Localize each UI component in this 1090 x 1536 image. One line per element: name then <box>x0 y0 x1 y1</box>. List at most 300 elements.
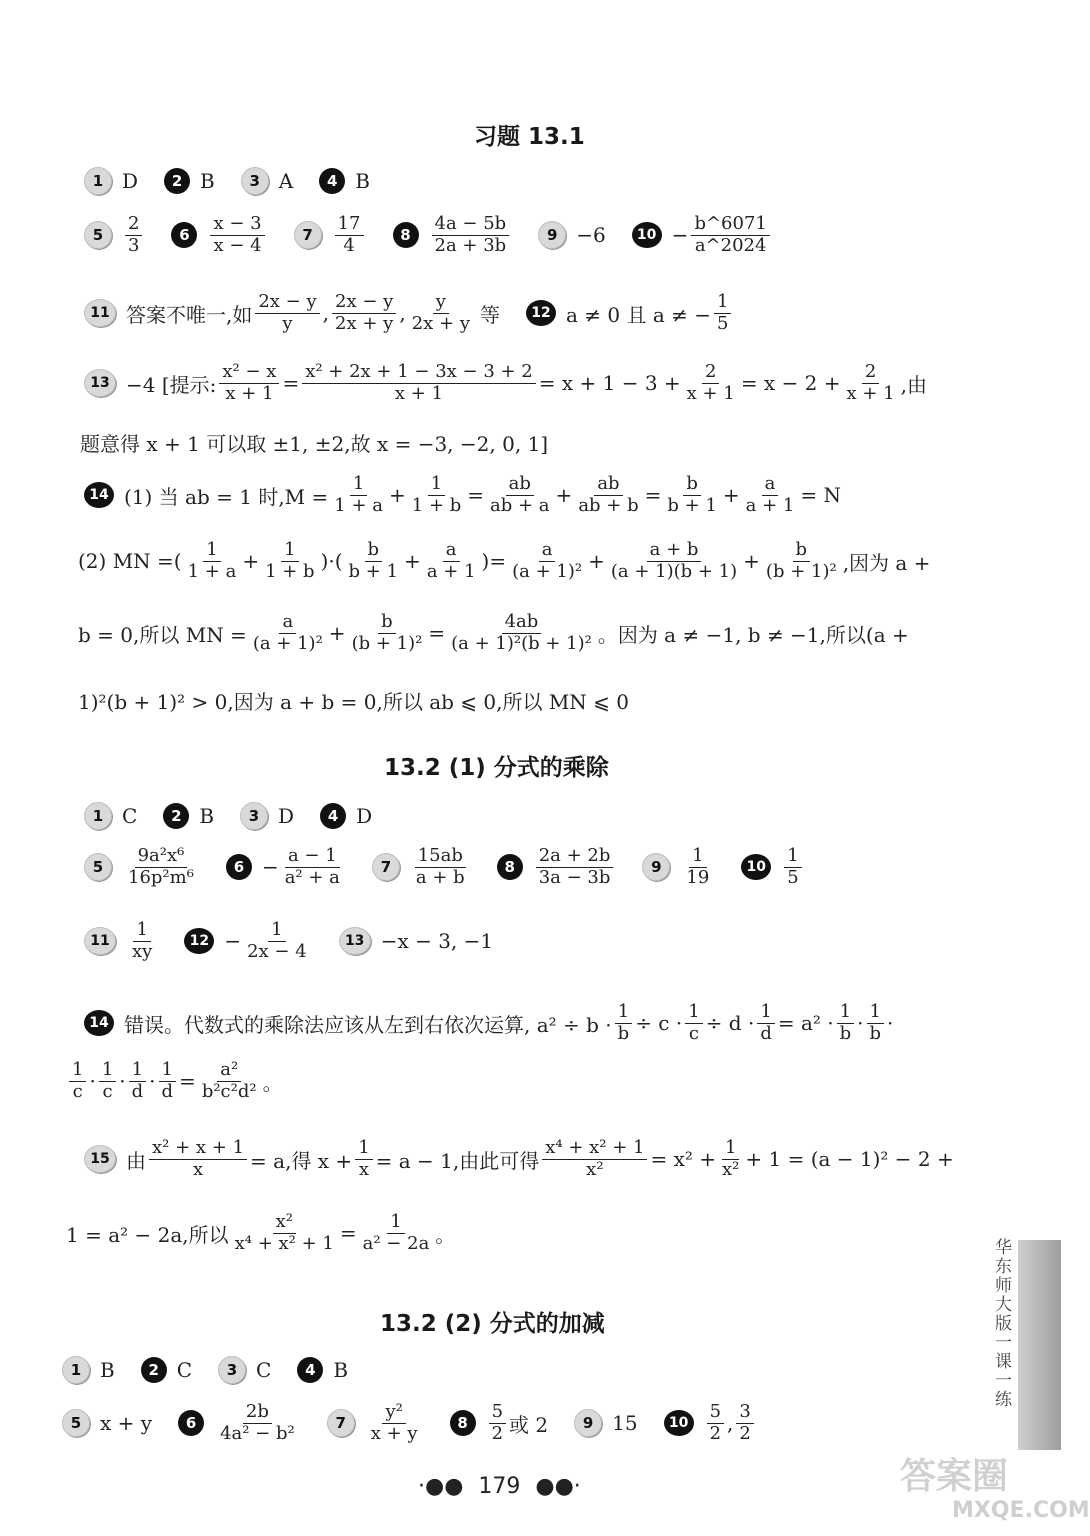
operator: + <box>389 483 406 508</box>
denominator: d <box>161 1080 174 1102</box>
fraction <box>219 362 279 404</box>
numerator: 1 <box>355 1138 372 1160</box>
answer-3 <box>218 1356 271 1384</box>
minus-sign: − <box>671 223 689 248</box>
side-tab <box>1018 1240 1061 1450</box>
expression-text: ÷ d · <box>705 1011 755 1036</box>
answer-text: 答案不唯一,如 <box>126 302 253 327</box>
denominator: 19 <box>686 866 710 888</box>
numerator: 15ab <box>415 846 466 868</box>
fraction <box>536 846 614 888</box>
operator: = <box>644 483 662 508</box>
fraction <box>867 1002 885 1044</box>
operator: + <box>328 621 346 646</box>
side-label: 华东师大版一课一练 <box>991 1238 1011 1409</box>
answer-text: 等 <box>480 302 501 327</box>
denominator: x + 1 <box>686 382 735 404</box>
numerator: 1 <box>268 920 285 942</box>
answer-7 <box>327 1402 424 1444</box>
numerator: 4ab <box>502 612 542 634</box>
denominator: b <box>869 1022 882 1044</box>
fraction <box>159 1060 177 1102</box>
denominator: (a + 1)² <box>512 560 583 582</box>
operator: = <box>428 621 446 646</box>
numerator: 2b <box>243 1402 272 1424</box>
answer-text: D <box>122 169 139 193</box>
minus-sign: − <box>224 929 242 954</box>
denominator: a² + a <box>284 866 340 888</box>
fraction <box>608 540 740 582</box>
fraction <box>714 292 731 334</box>
answer-text: a ≠ 0 且 a ≠ − <box>566 302 712 327</box>
page-number: 179 <box>478 1474 521 1499</box>
comma: , <box>322 301 330 326</box>
answer-row-15-2 <box>66 1212 455 1254</box>
question-number: 14 <box>84 1010 114 1036</box>
numerator: a <box>443 540 460 562</box>
equals: = <box>282 371 300 396</box>
denominator: b + 1 <box>667 494 717 516</box>
denominator: x <box>358 1158 369 1180</box>
page-number-area <box>418 1474 581 1499</box>
expression-text: ,由 <box>900 372 928 397</box>
denominator: (a + 1)² <box>252 632 323 654</box>
answer-7 <box>294 214 367 256</box>
operator: + <box>588 549 605 574</box>
numerator: 2 <box>125 214 142 236</box>
denominator: 2x + y <box>335 312 394 334</box>
answer-2 <box>163 803 214 829</box>
numerator: x² − x <box>219 362 279 384</box>
numerator: a <box>539 540 556 562</box>
numerator: y² <box>382 1402 405 1424</box>
numerator: 1 <box>387 1212 404 1234</box>
question-number: 3 <box>241 167 269 195</box>
fraction <box>448 612 595 654</box>
comma: , <box>727 1411 734 1436</box>
denominator: x⁴ + x² + 1 <box>234 1232 334 1254</box>
denominator: b <box>617 1022 630 1044</box>
answer-text: (2) MN =( <box>78 549 182 574</box>
fraction <box>232 1212 337 1254</box>
denominator: x − 4 <box>213 234 262 256</box>
operator: · <box>89 1069 96 1094</box>
operator: · <box>149 1069 156 1094</box>
numerator: 1 <box>615 1002 632 1024</box>
question-number: 1 <box>62 1356 90 1384</box>
denominator: x² <box>722 1158 740 1180</box>
numerator: 1 <box>350 474 367 496</box>
numerator: 1 <box>69 1060 86 1082</box>
denominator: x + 1 <box>394 382 444 404</box>
numerator: 1 <box>784 846 801 868</box>
numerator: a + b <box>647 540 702 562</box>
fraction <box>763 540 840 582</box>
answer-row-5-10 <box>62 1402 783 1444</box>
numerator: b <box>793 540 811 562</box>
answer-row-5-10 <box>84 214 799 256</box>
fraction <box>125 846 197 888</box>
answer-13 <box>339 927 493 955</box>
answer-text: 15 <box>612 1411 638 1436</box>
numerator: 1 <box>689 846 706 868</box>
numerator: b <box>365 540 383 562</box>
denominator: c <box>102 1080 113 1102</box>
question-number: 6 <box>171 222 197 248</box>
answer-4 <box>297 1357 348 1383</box>
comma: , <box>399 301 406 326</box>
fraction <box>125 214 142 256</box>
answer-text: 错误。代数式的乘除法应该从左到右依次运算, a² ÷ b · <box>124 1012 612 1037</box>
question-number: 1 <box>84 802 112 830</box>
denominator: 5 <box>787 866 799 888</box>
question-number: 12 <box>526 300 556 326</box>
denominator: (a + 1)(b + 1) <box>610 560 738 582</box>
numerator: 2x − y <box>332 292 396 314</box>
answer-text: B <box>333 1358 349 1382</box>
operator: = <box>467 483 485 508</box>
denominator: 1 + b <box>411 494 462 516</box>
fraction <box>335 214 364 256</box>
question-number: 2 <box>164 168 190 194</box>
answer-text: x + y <box>100 1411 153 1436</box>
fraction <box>736 1402 753 1444</box>
question-number: 11 <box>84 299 116 327</box>
expression-text: ,因为 a + <box>842 550 931 575</box>
answer-text: b = 0,所以 MN = <box>78 622 247 647</box>
answer-text: (1) 当 ab = 1 时,M = <box>124 484 329 509</box>
fraction <box>615 1002 633 1044</box>
numerator: 5 <box>489 1402 506 1424</box>
question-number: 7 <box>294 221 322 249</box>
numerator: 5 <box>707 1402 724 1424</box>
numerator: 2x − y <box>255 292 319 314</box>
answer-text: −4 [提示: <box>126 372 217 397</box>
numerator: x⁴ + x² + 1 <box>542 1138 647 1160</box>
numerator: b <box>378 612 396 634</box>
fraction <box>332 292 396 334</box>
fraction <box>487 474 553 516</box>
answer-4 <box>320 803 372 829</box>
section-title-13-2-1: 13.2 (1) 分式的乘除 <box>384 755 609 781</box>
question-number: 11 <box>84 927 116 955</box>
fraction <box>262 540 318 582</box>
question-number: 12 <box>184 928 214 954</box>
fraction <box>424 540 479 582</box>
expression-text: = x + 1 − 3 + <box>538 371 681 396</box>
expression-text: = x² + <box>650 1147 717 1172</box>
fraction <box>331 474 386 516</box>
denominator: 1 + a <box>187 560 237 582</box>
numerator: 1 <box>685 1002 702 1024</box>
answer-row-1-4 <box>62 1356 374 1384</box>
section-title-13-1: 习题 13.1 <box>474 124 585 150</box>
numerator: 2a + 2b <box>536 846 614 868</box>
fraction <box>185 540 240 582</box>
answer-text: 或 2 <box>509 1412 549 1437</box>
numerator: x² + x + 1 <box>149 1138 247 1160</box>
expression-text: 。 <box>435 1222 456 1247</box>
answer-row-1-4 <box>84 802 398 830</box>
denominator: (b + 1)² <box>765 560 837 582</box>
numerator: 3 <box>736 1402 753 1424</box>
denominator: x + 1 <box>846 382 895 404</box>
fraction <box>349 612 426 654</box>
fraction <box>250 612 326 654</box>
numerator: 1 <box>722 1138 739 1160</box>
answer-9 <box>574 1409 637 1437</box>
numerator: 1 <box>203 540 220 562</box>
answer-row-14-3 <box>78 612 909 654</box>
fraction <box>837 1002 855 1044</box>
section-title-13-2-2: 13.2 (2) 分式的加减 <box>380 1311 605 1337</box>
fraction <box>129 1060 147 1102</box>
denominator: d <box>760 1022 772 1044</box>
denominator: 2 <box>491 1422 504 1444</box>
answer-row-13-cont <box>80 428 548 457</box>
answer-row-14-2 <box>66 1060 283 1102</box>
fraction <box>509 540 585 582</box>
question-number: 4 <box>297 1357 323 1383</box>
answer-1 <box>84 167 138 195</box>
fraction <box>685 1002 702 1044</box>
fraction <box>691 214 769 256</box>
fraction <box>575 474 641 516</box>
numerator: a <box>279 612 296 634</box>
fraction <box>149 1138 247 1180</box>
question-number: 10 <box>741 854 771 880</box>
numerator: ab <box>506 474 534 496</box>
operator: + <box>242 549 260 574</box>
operator: )= <box>481 549 507 574</box>
answer-text: C <box>122 804 138 828</box>
denominator: ab + b <box>578 494 639 516</box>
denominator: 2x − 4 <box>247 940 307 962</box>
denominator: ab + a <box>490 494 550 516</box>
answer-row-1-4 <box>84 167 396 195</box>
question-number: 8 <box>497 854 523 880</box>
denominator: x <box>192 1158 204 1180</box>
answer-text: −6 <box>576 223 606 248</box>
fraction <box>409 474 465 516</box>
answer-text: C <box>176 1358 193 1382</box>
numerator: b <box>683 474 701 496</box>
question-number: 9 <box>574 1409 602 1437</box>
question-number: 15 <box>84 1145 116 1173</box>
fraction <box>360 1212 433 1254</box>
answer-6 <box>178 1402 301 1444</box>
fraction <box>684 362 738 404</box>
denominator: 2a + 3b <box>434 234 507 256</box>
answer-6 <box>171 214 267 256</box>
question-number: 6 <box>178 1410 204 1436</box>
denominator: 1 + a <box>334 494 383 516</box>
numerator: ab <box>594 474 622 496</box>
answer-8 <box>450 1402 549 1444</box>
answer-text: A <box>278 169 294 193</box>
fraction <box>368 1402 421 1444</box>
answer-8 <box>497 846 617 888</box>
fraction <box>757 1002 775 1044</box>
numerator: 1 <box>867 1002 884 1024</box>
answer-row-14-1 <box>84 1002 893 1044</box>
answer-1 <box>62 1356 115 1384</box>
fraction <box>355 1138 372 1180</box>
answer-1 <box>84 802 137 830</box>
numerator: 1 <box>99 1060 116 1082</box>
fraction <box>844 362 898 404</box>
fraction <box>69 1060 86 1102</box>
question-number: 13 <box>339 927 371 955</box>
denominator: a + b <box>415 866 465 888</box>
operator: + <box>743 549 760 574</box>
answer-12 <box>184 920 312 962</box>
expression-text: + 1 = (a − 1)² − 2 + <box>745 1147 954 1172</box>
question-number: 8 <box>393 222 419 248</box>
answer-text: B <box>100 1358 115 1382</box>
answer-5 <box>62 1409 152 1437</box>
answer-3 <box>240 802 294 830</box>
answer-row-14-4 <box>78 686 629 715</box>
numerator: 1 <box>428 474 445 496</box>
numerator: b^6071 <box>691 214 769 236</box>
answer-text: C <box>256 1358 272 1382</box>
answer-row-14-1 <box>84 474 841 516</box>
question-number: 5 <box>62 1409 90 1437</box>
question-number: 10 <box>664 1410 694 1436</box>
answer-10 <box>664 1402 757 1444</box>
question-number: 2 <box>141 1357 167 1383</box>
answer-text: 1)²(b + 1)² > 0,因为 a + b = 0,所以 ab ⩽ 0,所以 MN ⩽ 0 <box>78 690 630 714</box>
denominator: 16p²m⁶ <box>128 866 194 888</box>
operator: · <box>887 1011 894 1036</box>
denominator: y <box>282 312 293 334</box>
question-number: 6 <box>226 854 252 880</box>
answer-9 <box>538 221 605 249</box>
question-number: 9 <box>642 853 670 881</box>
answer-text: B <box>355 169 370 193</box>
fraction <box>683 846 712 888</box>
numerator: x² + 2x + 1 − 3x − 3 + 2 <box>302 362 536 384</box>
denominator: d <box>131 1080 144 1102</box>
answer-row-14-2 <box>78 540 930 582</box>
answer-5 <box>84 846 200 888</box>
answer-text: D <box>278 804 295 828</box>
denominator: x² <box>586 1158 604 1180</box>
answer-5 <box>84 214 145 256</box>
question-number: 13 <box>84 369 116 397</box>
denominator: xy <box>132 940 153 962</box>
expression-text: = a² · <box>777 1011 834 1036</box>
question-number: 7 <box>327 1409 355 1437</box>
answer-row-15-1 <box>84 1138 954 1180</box>
fraction <box>346 540 402 582</box>
answer-row-11-12 <box>84 292 734 334</box>
question-number: 4 <box>319 168 345 194</box>
denominator: 2 <box>709 1422 722 1444</box>
fraction <box>664 474 720 516</box>
numerator: 2 <box>862 362 879 384</box>
question-number: 10 <box>632 222 662 248</box>
denominator: c <box>688 1022 699 1044</box>
numerator: x − 3 <box>210 214 264 236</box>
numerator: 1 <box>129 1060 146 1082</box>
fraction <box>542 1138 647 1180</box>
question-number: 5 <box>84 853 112 881</box>
answer-text: B <box>200 169 215 193</box>
numerator: 1 <box>714 292 731 314</box>
denominator: b + 1 <box>348 560 399 582</box>
answer-row-11-13 <box>84 920 519 962</box>
numerator: a <box>762 474 779 496</box>
question-number: 2 <box>163 803 189 829</box>
question-number: 4 <box>320 803 346 829</box>
numerator: 1 <box>133 920 150 942</box>
fraction <box>784 846 801 888</box>
question-number: 3 <box>240 802 268 830</box>
answer-text: D <box>356 804 373 828</box>
answer-text: 由 <box>126 1148 146 1173</box>
numerator: 2 <box>702 362 719 384</box>
denominator: 1 + b <box>265 560 315 582</box>
operator: + <box>404 549 421 574</box>
denominator: 3a − 3b <box>538 866 611 888</box>
denominator: b²c²d² <box>201 1080 257 1102</box>
numerator: y <box>433 292 449 314</box>
numerator: a − 1 <box>285 846 340 868</box>
answer-4 <box>319 168 370 194</box>
denominator: 3 <box>128 234 140 256</box>
denominator: (b + 1)² <box>351 632 423 654</box>
operator: = <box>339 1221 357 1246</box>
answer-11 <box>84 920 158 962</box>
operator: = N <box>800 483 841 508</box>
answer-9 <box>642 846 715 888</box>
fraction <box>432 214 510 256</box>
watermark-url: MXQE.COM <box>952 1498 1090 1523</box>
numerator: 1 <box>837 1002 854 1024</box>
fraction <box>210 214 264 256</box>
question-number: 1 <box>84 167 112 195</box>
answer-3 <box>241 167 293 195</box>
fraction <box>413 846 468 888</box>
fraction <box>244 920 310 962</box>
dots-left: ·●● <box>418 1474 464 1499</box>
denominator: a² − 2a <box>362 1232 430 1254</box>
denominator: (a + 1)²(b + 1)² <box>451 632 592 654</box>
expression-text: 。因为 a ≠ −1, b ≠ −1,所以(a + <box>597 622 909 647</box>
numerator: 1 <box>281 540 298 562</box>
minus-sign: − <box>261 855 279 880</box>
numerator: 1 <box>757 1002 774 1024</box>
fraction <box>719 1138 742 1180</box>
operator: · <box>857 1011 864 1036</box>
fraction <box>302 362 536 404</box>
question-number: 9 <box>538 221 566 249</box>
denominator: 2x + y <box>411 312 471 334</box>
fraction <box>99 1060 116 1102</box>
answer-2 <box>141 1357 192 1383</box>
fraction <box>282 846 343 888</box>
answer-text: 1 = a² − 2a,所以 <box>66 1222 229 1247</box>
answer-2 <box>164 168 215 194</box>
numerator: 1 <box>159 1060 176 1082</box>
answer-6 <box>226 846 346 888</box>
answer-10 <box>741 846 804 888</box>
fraction <box>743 474 798 516</box>
operator: + <box>555 483 573 508</box>
expression-text: ÷ c · <box>635 1011 683 1036</box>
